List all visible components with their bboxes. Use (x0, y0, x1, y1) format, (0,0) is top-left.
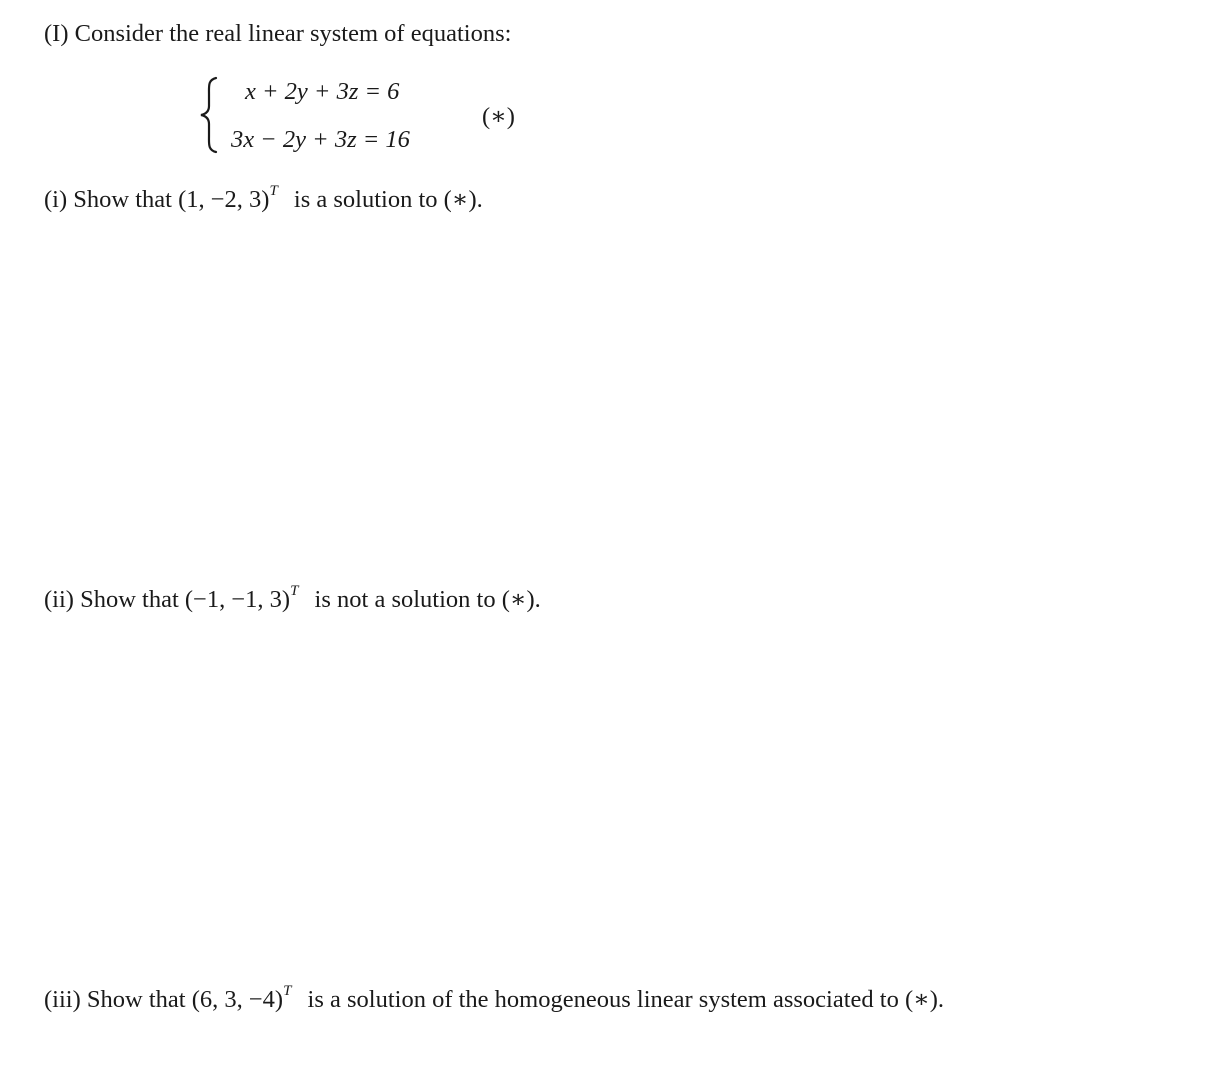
question-after: is a solution to (∗). (293, 186, 483, 214)
part-label: (I) (44, 20, 69, 47)
transpose-superscript: T (269, 183, 278, 199)
equation-system (196, 72, 536, 162)
intro-text: Consider the real linear system of equations: (74, 20, 512, 47)
question-ii (44, 583, 541, 614)
question-vector: (6, 3, −4) (191, 986, 284, 1014)
question-vector: (1, −2, 3) (178, 186, 270, 214)
question-vector: (−1, −1, 3) (184, 586, 291, 614)
left-brace-icon (196, 76, 222, 154)
problem-intro (44, 22, 511, 47)
question-label: (ii) (44, 586, 74, 614)
equation-1: x + 2y + 3z = 6 (245, 78, 400, 105)
question-before: Show that (86, 986, 186, 1014)
transpose-superscript: T (283, 983, 292, 999)
transpose-superscript: T (290, 583, 299, 599)
question-after: is a solution of the homogeneous linear system associated to (∗). (307, 986, 945, 1014)
question-i (44, 183, 483, 214)
question-iii (44, 983, 945, 1014)
question-after: is not a solution to (∗). (314, 586, 541, 614)
question-before: Show that (80, 586, 179, 614)
question-before: Show that (73, 186, 172, 214)
equation-2: 3x − 2y + 3z = 16 (231, 126, 410, 153)
question-label: (iii) (44, 986, 81, 1014)
equation-tag: (∗) (482, 103, 515, 130)
question-label: (i) (44, 186, 68, 214)
